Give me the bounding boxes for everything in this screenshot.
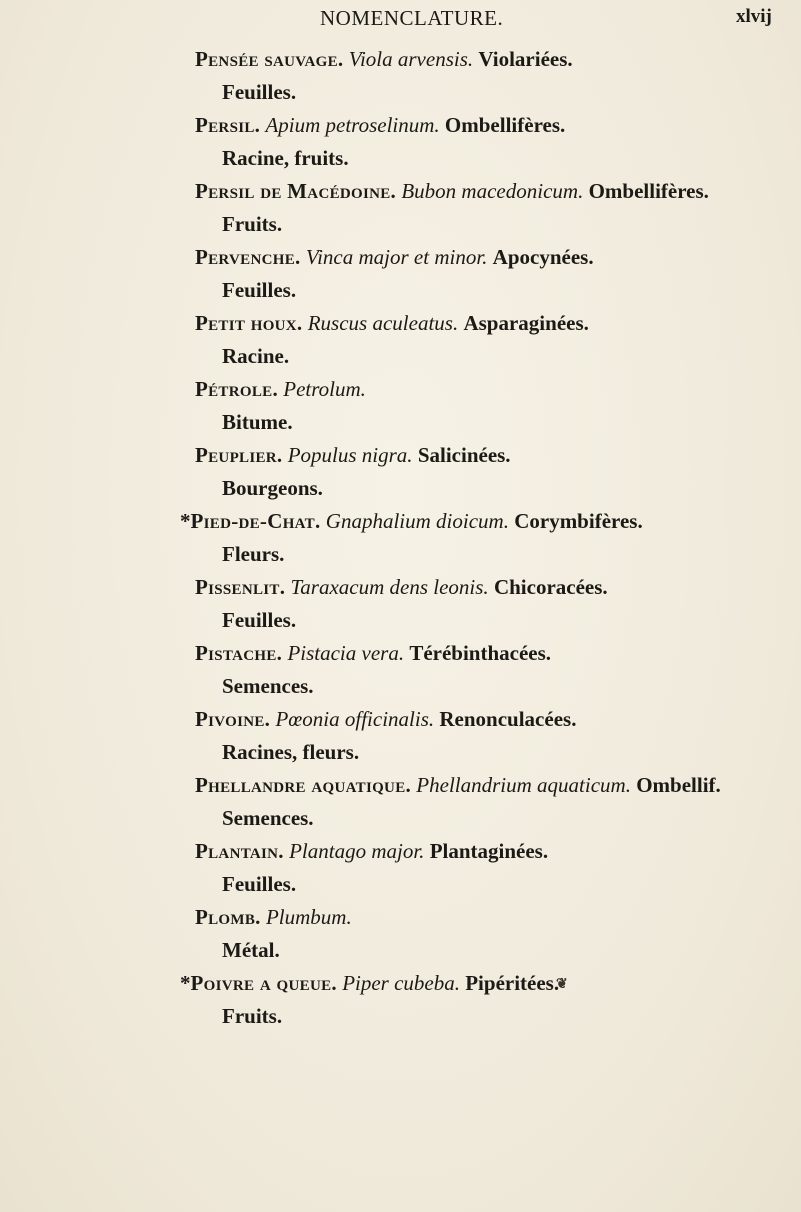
nomenclature-entry [0, 901, 801, 967]
nomenclature-entry [0, 637, 801, 703]
nomenclature-entry [0, 769, 801, 835]
entry-common-name: Pivoine. [195, 707, 271, 731]
entry-heading-line [0, 43, 801, 76]
entry-heading-line [0, 373, 801, 406]
entry-latin-name: Populus nigra. [287, 443, 413, 467]
entry-star-mark: * [180, 509, 191, 533]
entry-part-used: Bitume. [222, 410, 293, 434]
entry-latin-name: Piper cubeba. [342, 971, 460, 995]
entry-common-name: Pissenlit. [195, 575, 286, 599]
entry-common-name: Pervenche. [195, 245, 301, 269]
entry-part-used: Métal. [222, 938, 280, 962]
entry-family: Chicoracées. [493, 575, 608, 599]
entry-common-name: Pistache. [195, 641, 283, 665]
entry-part-used: Fruits. [222, 1004, 283, 1028]
entry-heading-line [0, 769, 801, 802]
entry-latin-name: Gnaphalium dioicum. [325, 509, 509, 533]
nomenclature-entry [0, 505, 801, 571]
printer-mark-icon: ❦ [556, 976, 568, 992]
entry-latin-name: Pistacia vera. [287, 641, 405, 665]
entry-family: Violariées. [478, 47, 573, 71]
entry-latin-name: Apium petroselinum. [265, 113, 440, 137]
entry-part-used: Feuilles. [222, 608, 297, 632]
entry-part-used: Bourgeons. [222, 476, 323, 500]
page-number: xlvij [736, 6, 772, 27]
entry-heading-line [0, 571, 801, 604]
nomenclature-entry [0, 373, 801, 439]
entry-heading-line [0, 637, 801, 670]
entry-latin-name: Phellandrium aquaticum. [416, 773, 631, 797]
entry-common-name: Persil. [195, 113, 261, 137]
running-title: NOMENCLATURE. [320, 6, 504, 30]
nomenclature-entry [0, 835, 801, 901]
entry-latin-name: Plantago major. [289, 839, 425, 863]
entry-latin-name: Bubon macedonicum. [401, 179, 584, 203]
entry-latin-name: Vinca major et minor. [305, 245, 488, 269]
entry-latin-name: Plumbum. [265, 905, 352, 929]
entry-family: Salicinées. [417, 443, 511, 467]
nomenclature-entry [0, 307, 801, 373]
entry-family: Renonculacées. [439, 707, 577, 731]
entry-family: Ombellifères. [444, 113, 566, 137]
nomenclature-entry [0, 241, 801, 307]
nomenclature-entry [0, 439, 801, 505]
entry-family: Ombellif. [636, 773, 721, 797]
entry-common-name: Persil de Macédoine. [195, 179, 397, 203]
entry-part-used: Semences. [222, 806, 314, 830]
entry-latin-name: Viola arvensis. [348, 47, 474, 71]
entry-family: Térébinthacées. [409, 641, 552, 665]
entry-heading-line [0, 175, 801, 208]
nomenclature-entry [0, 571, 801, 637]
entry-heading-line [0, 439, 801, 472]
entry-heading-line [0, 901, 801, 934]
nomenclature-list [0, 43, 801, 1033]
entry-common-name: Peuplier. [195, 443, 283, 467]
entry-common-name: Pensée sauvage. [195, 47, 344, 71]
entry-heading-line [0, 241, 801, 274]
entry-common-name: Petit houx. [195, 311, 303, 335]
nomenclature-entry [0, 967, 801, 1033]
entry-common-name: Poivre a queue. [190, 971, 337, 995]
entry-part-used: Fruits. [222, 212, 283, 236]
entry-common-name: Pied-de-Chat. [190, 509, 321, 533]
entry-family: Corymbifères. [514, 509, 643, 533]
nomenclature-entry [0, 109, 801, 175]
entry-part-used: Feuilles. [222, 80, 297, 104]
entry-part-used: Feuilles. [222, 872, 297, 896]
entry-heading-line [0, 835, 801, 868]
entry-heading-line [0, 505, 801, 538]
entry-part-used: Semences. [222, 674, 314, 698]
entry-latin-name: Petrolum. [283, 377, 366, 401]
entry-part-used: Racine. [222, 344, 290, 368]
entry-heading-line [0, 109, 801, 142]
entry-common-name: Plantain. [195, 839, 284, 863]
entry-family: Ombellifères. [588, 179, 709, 203]
entry-family: Asparaginées. [463, 311, 589, 335]
entry-star-mark: * [180, 971, 191, 995]
entry-part-used: Fleurs. [222, 542, 285, 566]
entry-family: Apocynées. [492, 245, 594, 269]
nomenclature-entry [0, 43, 801, 109]
entry-heading-line [0, 703, 801, 736]
entry-family: Plantaginées. [429, 839, 549, 863]
entry-part-used: Feuilles. [222, 278, 297, 302]
entry-common-name: Plomb. [195, 905, 261, 929]
entry-heading-line [0, 307, 801, 340]
entry-part-used: Racines, fleurs. [222, 740, 360, 764]
entry-family: Pipéritées. [465, 971, 560, 995]
nomenclature-entry [0, 703, 801, 769]
entry-latin-name: Pœonia officinalis. [275, 707, 435, 731]
entry-latin-name: Taraxacum dens leonis. [290, 575, 489, 599]
entry-latin-name: Ruscus aculeatus. [307, 311, 459, 335]
page-header [0, 6, 801, 36]
entry-common-name: Pétrole. [195, 377, 278, 401]
nomenclature-entry [0, 175, 801, 241]
entry-part-used: Racine, fruits. [222, 146, 349, 170]
entry-common-name: Phellandre aquatique. [195, 773, 412, 797]
entry-heading-line [0, 967, 801, 1000]
